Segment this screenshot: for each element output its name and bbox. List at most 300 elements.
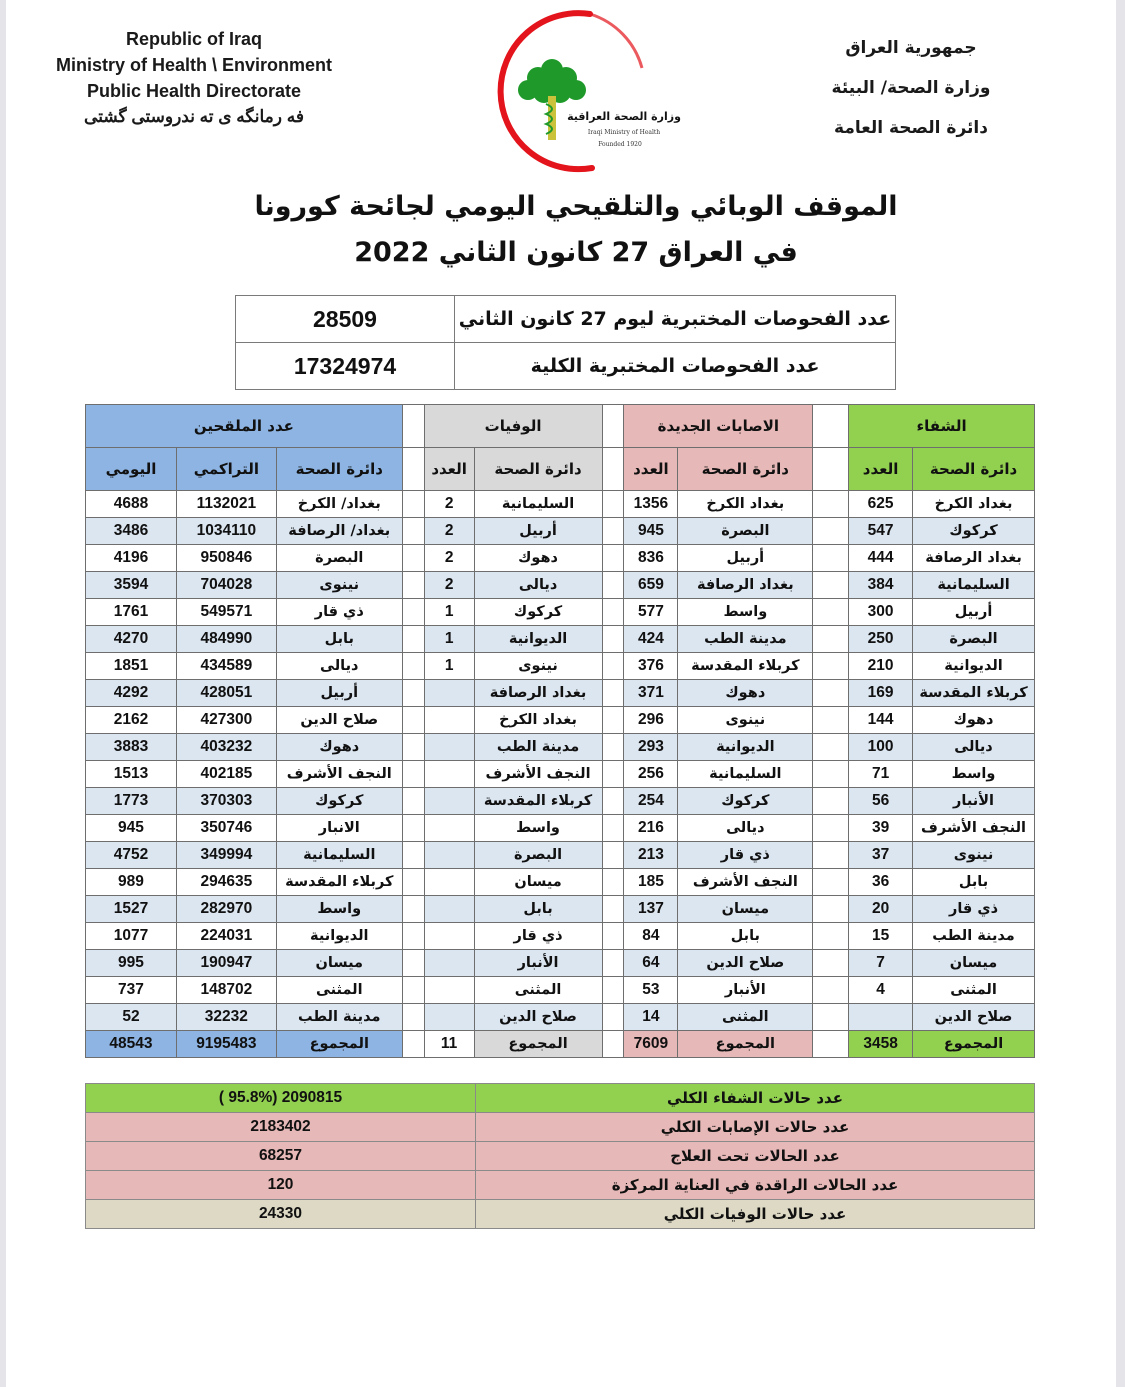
vaccinated-total-cumulative: 9195483	[176, 1031, 276, 1058]
new-cases-count-cell: 216	[624, 815, 678, 842]
table-row	[86, 572, 1035, 599]
recovery-dept-cell: المثنى	[913, 977, 1035, 1004]
summary-label: عدد الحالات تحت العلاج	[476, 1142, 1035, 1171]
spacer	[402, 977, 424, 1004]
new-cases-count-cell: 84	[624, 923, 678, 950]
recovery-total-label: المجموع	[913, 1031, 1035, 1058]
deaths-dept-cell: صلاح الدين	[474, 1004, 602, 1031]
daily-stats-table	[85, 404, 1035, 1058]
vaccinated-dept-cell: الديوانية	[276, 923, 402, 950]
vaccinated-daily-cell: 4688	[86, 491, 177, 518]
deaths-count-cell: 2	[424, 518, 474, 545]
vaccinated-cumulative-cell: 428051	[176, 680, 276, 707]
deaths-total-label: المجموع	[474, 1031, 602, 1058]
spacer	[813, 734, 849, 761]
recovery-dept-cell: مدينة الطب	[913, 923, 1035, 950]
deaths-count-cell	[424, 761, 474, 788]
column-header-row	[86, 448, 1035, 491]
spacer	[602, 707, 624, 734]
recovery-dept-cell: بابل	[913, 869, 1035, 896]
daily-tests-value: 28509	[236, 296, 455, 343]
deaths-dept-cell: المثنى	[474, 977, 602, 1004]
vaccinated-daily-cell: 737	[86, 977, 177, 1004]
new-cases-count-cell: 185	[624, 869, 678, 896]
spacer	[813, 896, 849, 923]
vaccinated-daily-cell: 989	[86, 869, 177, 896]
vaccinated-dept-header: دائرة الصحة	[276, 448, 402, 491]
spacer	[402, 815, 424, 842]
svg-text:وزارة الصحة العراقية: وزارة الصحة العراقية	[567, 110, 681, 123]
vaccinated-cumulative-cell: 1034110	[176, 518, 276, 545]
vaccinated-dept-cell: المثنى	[276, 977, 402, 1004]
deaths-count-cell	[424, 869, 474, 896]
deaths-count-cell: 1	[424, 626, 474, 653]
spacer	[602, 626, 624, 653]
recovery-dept-cell: أربيل	[913, 599, 1035, 626]
new-cases-dept-cell: البصرة	[678, 518, 813, 545]
new-cases-count-cell: 137	[624, 896, 678, 923]
vaccinated-dept-cell: بغداد/ الكرخ	[276, 491, 402, 518]
vaccinated-daily-cell: 4270	[86, 626, 177, 653]
vaccinated-cumulative-cell: 484990	[176, 626, 276, 653]
vaccinated-daily-cell: 1527	[86, 896, 177, 923]
spacer	[813, 626, 849, 653]
recovery-count-cell: 36	[849, 869, 913, 896]
vaccinated-daily-cell: 52	[86, 1004, 177, 1031]
daily-tests-label: عدد الفحوصات المختبرية ليوم 27 كانون الثاني	[455, 296, 896, 343]
table-row	[86, 707, 1035, 734]
deaths-count-cell	[424, 815, 474, 842]
svg-text:Founded 1920: Founded 1920	[598, 141, 642, 148]
spacer	[402, 545, 424, 572]
spacer	[813, 680, 849, 707]
deaths-count-cell	[424, 707, 474, 734]
new-cases-dept-cell: ميسان	[678, 896, 813, 923]
vaccinated-total-daily: 48543	[86, 1031, 177, 1058]
recovery-dept-cell: الأنبار	[913, 788, 1035, 815]
new-cases-dept-cell: بغداد الرصافة	[678, 572, 813, 599]
table-row	[86, 626, 1035, 653]
spacer	[402, 734, 424, 761]
header-ministry-en: Ministry of Health \ Environment	[55, 55, 333, 75]
deaths-dept-cell: ديالى	[474, 572, 602, 599]
deaths-count-cell	[424, 680, 474, 707]
recovery-dept-cell: ميسان	[913, 950, 1035, 977]
recovery-dept-cell: ديالى	[913, 734, 1035, 761]
table-row	[86, 869, 1035, 896]
recovery-count-cell: 169	[849, 680, 913, 707]
new-cases-count-cell: 254	[624, 788, 678, 815]
header-arabic-block	[806, 28, 1016, 148]
deaths-dept-cell: واسط	[474, 815, 602, 842]
table-row	[86, 896, 1035, 923]
spacer	[402, 491, 424, 518]
svg-text:Iraqi Ministry of Health: Iraqi Ministry of Health	[587, 129, 661, 136]
spacer	[813, 950, 849, 977]
header-directorate-kurdish: فه رمانگه ی ته ندروستی گشتی	[84, 107, 304, 126]
vaccinated-cumulative-cell: 148702	[176, 977, 276, 1004]
deaths-dept-cell: نينوى	[474, 653, 602, 680]
summary-value: 24330	[86, 1200, 476, 1229]
spacer	[402, 923, 424, 950]
new-cases-count-cell: 256	[624, 761, 678, 788]
vaccinated-daily-cell: 1851	[86, 653, 177, 680]
recovery-count-cell: 384	[849, 572, 913, 599]
deaths-dept-cell: دهوك	[474, 545, 602, 572]
deaths-count-cell: 2	[424, 491, 474, 518]
spacer	[402, 761, 424, 788]
spacer	[602, 977, 624, 1004]
recovery-dept-cell: صلاح الدين	[913, 1004, 1035, 1031]
new-cases-dept-cell: ذي قار	[678, 842, 813, 869]
new-cases-dept-cell: أربيل	[678, 545, 813, 572]
recovery-count-cell: 444	[849, 545, 913, 572]
report-title-line1: الموقف الوبائي والتلقيحي اليومي لجائحة كورونا	[254, 191, 898, 222]
header-ministry-ar: وزارة الصحة/ البيئة	[831, 78, 991, 98]
summary-label: عدد حالات الوفيات الكلي	[476, 1200, 1035, 1229]
new-cases-count-header: العدد	[624, 448, 678, 491]
spacer	[813, 572, 849, 599]
recovery-count-cell: 547	[849, 518, 913, 545]
new-cases-dept-cell: دهوك	[678, 680, 813, 707]
spacer	[402, 599, 424, 626]
vaccinated-cumulative-cell: 224031	[176, 923, 276, 950]
new-cases-dept-cell: السليمانية	[678, 761, 813, 788]
table-row	[86, 680, 1035, 707]
recovery-count-cell: 625	[849, 491, 913, 518]
spacer	[813, 405, 849, 448]
spacer	[813, 491, 849, 518]
spacer	[813, 977, 849, 1004]
header-english-block	[44, 26, 344, 130]
new-cases-section-title: الاصابات الجديدة	[624, 405, 813, 448]
spacer	[602, 680, 624, 707]
deaths-count-cell: 1	[424, 599, 474, 626]
recovery-count-cell: 7	[849, 950, 913, 977]
spacer	[813, 815, 849, 842]
deaths-dept-cell: السليمانية	[474, 491, 602, 518]
vaccinated-dept-cell: ميسان	[276, 950, 402, 977]
new-cases-dept-cell: كركوك	[678, 788, 813, 815]
vaccinated-daily-cell: 995	[86, 950, 177, 977]
vaccinated-cumulative-cell: 349994	[176, 842, 276, 869]
recovery-count-cell: 4	[849, 977, 913, 1004]
recovery-dept-header: دائرة الصحة	[913, 448, 1035, 491]
table-row	[86, 977, 1035, 1004]
new-cases-count-cell: 14	[624, 1004, 678, 1031]
deaths-count-cell	[424, 950, 474, 977]
spacer	[813, 707, 849, 734]
new-cases-dept-cell: مدينة الطب	[678, 626, 813, 653]
spacer	[602, 761, 624, 788]
spacer	[602, 545, 624, 572]
deaths-dept-cell: بغداد الكرخ	[474, 707, 602, 734]
new-cases-dept-cell: بغداد الكرخ	[678, 491, 813, 518]
deaths-count-cell	[424, 734, 474, 761]
ministry-logo-icon	[472, 8, 682, 173]
spacer	[402, 1031, 424, 1058]
vaccinated-cumulative-cell: 350746	[176, 815, 276, 842]
recovery-count-cell: 100	[849, 734, 913, 761]
new-cases-count-cell: 64	[624, 950, 678, 977]
report-title	[206, 184, 946, 276]
spacer	[602, 815, 624, 842]
recovery-section-title: الشفاء	[849, 405, 1035, 448]
table-row	[86, 653, 1035, 680]
vaccinated-cumulative-cell: 403232	[176, 734, 276, 761]
spacer	[602, 842, 624, 869]
vaccinated-daily-cell: 1773	[86, 788, 177, 815]
recovery-dept-cell: نينوى	[913, 842, 1035, 869]
new-cases-count-cell: 293	[624, 734, 678, 761]
vaccinated-cumulative-cell: 434589	[176, 653, 276, 680]
header-directorate-en: Public Health Directorate	[86, 81, 302, 101]
spacer	[813, 1031, 849, 1058]
vaccinated-dept-cell: الانبار	[276, 815, 402, 842]
vaccinated-cumulative-cell: 950846	[176, 545, 276, 572]
vaccinated-dept-cell: السليمانية	[276, 842, 402, 869]
deaths-total-value: 11	[424, 1031, 474, 1058]
report-title-line2: في العراق 27 كانون الثاني 2022	[354, 237, 798, 268]
new-cases-dept-cell: نينوى	[678, 707, 813, 734]
spacer	[602, 950, 624, 977]
summary-value: 2183402	[86, 1113, 476, 1142]
spacer	[402, 1004, 424, 1031]
vaccinated-dept-cell: واسط	[276, 896, 402, 923]
summary-label: عدد حالات الإصابات الكلي	[476, 1113, 1035, 1142]
spacer	[813, 788, 849, 815]
new-cases-count-cell: 836	[624, 545, 678, 572]
deaths-dept-cell: كربلاء المقدسة	[474, 788, 602, 815]
summary-row	[86, 1171, 1035, 1200]
spacer	[602, 896, 624, 923]
vaccinated-cumulative-cell: 294635	[176, 869, 276, 896]
new-cases-dept-cell: صلاح الدين	[678, 950, 813, 977]
vaccinated-dept-cell: ذي قار	[276, 599, 402, 626]
vaccinated-cumulative-cell: 32232	[176, 1004, 276, 1031]
spacer	[813, 761, 849, 788]
spacer	[602, 788, 624, 815]
table-row	[86, 842, 1035, 869]
recovery-dept-cell: بغداد الرصافة	[913, 545, 1035, 572]
vaccinated-dept-cell: بابل	[276, 626, 402, 653]
new-cases-count-cell: 659	[624, 572, 678, 599]
recovery-dept-cell: بغداد الكرخ	[913, 491, 1035, 518]
table-row	[86, 923, 1035, 950]
new-cases-dept-header: دائرة الصحة	[678, 448, 813, 491]
vaccinated-daily-cell: 1513	[86, 761, 177, 788]
summary-label: عدد الحالات الراقدة في العناية المركزة	[476, 1171, 1035, 1200]
vaccinated-daily-cell: 2162	[86, 707, 177, 734]
vaccinated-section-title: عدد الملقحين	[86, 405, 403, 448]
spacer	[602, 1031, 624, 1058]
deaths-count-cell	[424, 1004, 474, 1031]
new-cases-dept-cell: النجف الأشرف	[678, 869, 813, 896]
deaths-dept-header: دائرة الصحة	[474, 448, 602, 491]
header-country-ar: جمهورية العراق	[845, 38, 977, 58]
vaccinated-total-label: المجموع	[276, 1031, 402, 1058]
new-cases-dept-cell: المثنى	[678, 1004, 813, 1031]
table-row	[86, 1004, 1035, 1031]
vaccinated-dept-cell: دهوك	[276, 734, 402, 761]
vaccinated-dept-cell: كربلاء المقدسة	[276, 869, 402, 896]
spacer	[602, 405, 624, 448]
deaths-count-cell	[424, 923, 474, 950]
deaths-count-header: العدد	[424, 448, 474, 491]
vaccinated-cumulative-cell: 1132021	[176, 491, 276, 518]
vaccinated-daily-cell: 4196	[86, 545, 177, 572]
deaths-count-cell	[424, 977, 474, 1004]
deaths-count-cell: 2	[424, 545, 474, 572]
spacer	[402, 896, 424, 923]
spacer	[813, 869, 849, 896]
deaths-dept-cell: بغداد الرصافة	[474, 680, 602, 707]
recovery-count-cell: 210	[849, 653, 913, 680]
deaths-dept-cell: ذي قار	[474, 923, 602, 950]
spacer	[402, 405, 424, 448]
vaccinated-cumulative-cell: 427300	[176, 707, 276, 734]
vaccinated-dept-cell: مدينة الطب	[276, 1004, 402, 1031]
recovery-dept-cell: واسط	[913, 761, 1035, 788]
vaccinated-daily-cell: 1077	[86, 923, 177, 950]
vaccinated-daily-header: اليومي	[86, 448, 177, 491]
header-country-en: Republic of Iraq	[125, 29, 262, 49]
total-tests-value: 17324974	[236, 343, 455, 390]
spacer	[402, 518, 424, 545]
vaccinated-daily-cell: 3486	[86, 518, 177, 545]
spacer	[813, 653, 849, 680]
new-cases-count-cell: 376	[624, 653, 678, 680]
vaccinated-dept-cell: صلاح الدين	[276, 707, 402, 734]
summary-row	[86, 1084, 1035, 1113]
deaths-dept-cell: الديوانية	[474, 626, 602, 653]
vaccinated-dept-cell: كركوك	[276, 788, 402, 815]
section-header-row	[86, 405, 1035, 448]
recovery-count-cell	[849, 1004, 913, 1031]
recovery-count-header: العدد	[849, 448, 913, 491]
recovery-count-cell: 39	[849, 815, 913, 842]
table-row	[86, 734, 1035, 761]
recovery-count-cell: 300	[849, 599, 913, 626]
spacer	[402, 842, 424, 869]
spacer	[813, 842, 849, 869]
data-rows	[86, 491, 1035, 1031]
deaths-dept-cell: الأنبار	[474, 950, 602, 977]
deaths-count-cell	[424, 788, 474, 815]
new-cases-dept-cell: بابل	[678, 923, 813, 950]
deaths-section-title: الوفيات	[424, 405, 602, 448]
summary-value: 120	[86, 1171, 476, 1200]
recovery-dept-cell: دهوك	[913, 707, 1035, 734]
recovery-count-cell: 15	[849, 923, 913, 950]
table-row	[86, 815, 1035, 842]
table-row	[86, 545, 1035, 572]
deaths-dept-cell: مدينة الطب	[474, 734, 602, 761]
summary-row	[86, 1200, 1035, 1229]
vaccinated-dept-cell: ديالى	[276, 653, 402, 680]
recovery-dept-cell: كركوك	[913, 518, 1035, 545]
vaccinated-cumulative-header: التراكمي	[176, 448, 276, 491]
spacer	[813, 545, 849, 572]
new-cases-dept-cell: واسط	[678, 599, 813, 626]
spacer	[602, 518, 624, 545]
deaths-count-cell: 2	[424, 572, 474, 599]
spacer	[602, 653, 624, 680]
totals-row	[86, 1031, 1035, 1058]
spacer	[402, 572, 424, 599]
spacer	[402, 448, 424, 491]
summary-row	[86, 1113, 1035, 1142]
recovery-count-cell: 56	[849, 788, 913, 815]
document-page	[6, 0, 1116, 1387]
vaccinated-cumulative-cell: 190947	[176, 950, 276, 977]
spacer	[602, 1004, 624, 1031]
new-cases-count-cell: 945	[624, 518, 678, 545]
spacer	[813, 599, 849, 626]
vaccinated-daily-cell: 4752	[86, 842, 177, 869]
spacer	[602, 448, 624, 491]
vaccinated-dept-cell: أربيل	[276, 680, 402, 707]
recovery-count-cell: 37	[849, 842, 913, 869]
recovery-dept-cell: النجف الأشرف	[913, 815, 1035, 842]
vaccinated-dept-cell: النجف الأشرف	[276, 761, 402, 788]
new-cases-count-cell: 424	[624, 626, 678, 653]
deaths-count-cell	[424, 842, 474, 869]
new-cases-dept-cell: ديالى	[678, 815, 813, 842]
recovery-count-cell: 144	[849, 707, 913, 734]
spacer	[402, 869, 424, 896]
table-row	[86, 788, 1035, 815]
deaths-dept-cell: النجف الأشرف	[474, 761, 602, 788]
recovery-dept-cell: البصرة	[913, 626, 1035, 653]
deaths-dept-cell: أربيل	[474, 518, 602, 545]
spacer	[813, 1004, 849, 1031]
spacer	[602, 869, 624, 896]
vaccinated-cumulative-cell: 402185	[176, 761, 276, 788]
table-row	[86, 518, 1035, 545]
recovery-dept-cell: السليمانية	[913, 572, 1035, 599]
spacer	[602, 923, 624, 950]
new-cases-total-label: المجموع	[678, 1031, 813, 1058]
new-cases-dept-cell: الأنبار	[678, 977, 813, 1004]
spacer	[602, 734, 624, 761]
recovery-total-value: 3458	[849, 1031, 913, 1058]
vaccinated-cumulative-cell: 370303	[176, 788, 276, 815]
spacer	[813, 923, 849, 950]
spacer	[813, 518, 849, 545]
deaths-dept-cell: ميسان	[474, 869, 602, 896]
summary-value: 68257	[86, 1142, 476, 1171]
vaccinated-daily-cell: 1761	[86, 599, 177, 626]
vaccinated-dept-cell: البصرة	[276, 545, 402, 572]
vaccinated-cumulative-cell: 282970	[176, 896, 276, 923]
header-directorate-ar: دائرة الصحة العامة	[834, 118, 988, 138]
table-row	[86, 599, 1035, 626]
new-cases-total-value: 7609	[624, 1031, 678, 1058]
summary-value: ( 95.8%) 2090815	[86, 1084, 476, 1113]
recovery-count-cell: 20	[849, 896, 913, 923]
spacer	[402, 653, 424, 680]
deaths-count-cell	[424, 896, 474, 923]
table-row	[86, 950, 1035, 977]
recovery-dept-cell: كربلاء المقدسة	[913, 680, 1035, 707]
vaccinated-dept-cell: بغداد/ الرصافة	[276, 518, 402, 545]
recovery-count-cell: 71	[849, 761, 913, 788]
deaths-dept-cell: كركوك	[474, 599, 602, 626]
spacer	[602, 599, 624, 626]
spacer	[402, 707, 424, 734]
table-row	[86, 761, 1035, 788]
